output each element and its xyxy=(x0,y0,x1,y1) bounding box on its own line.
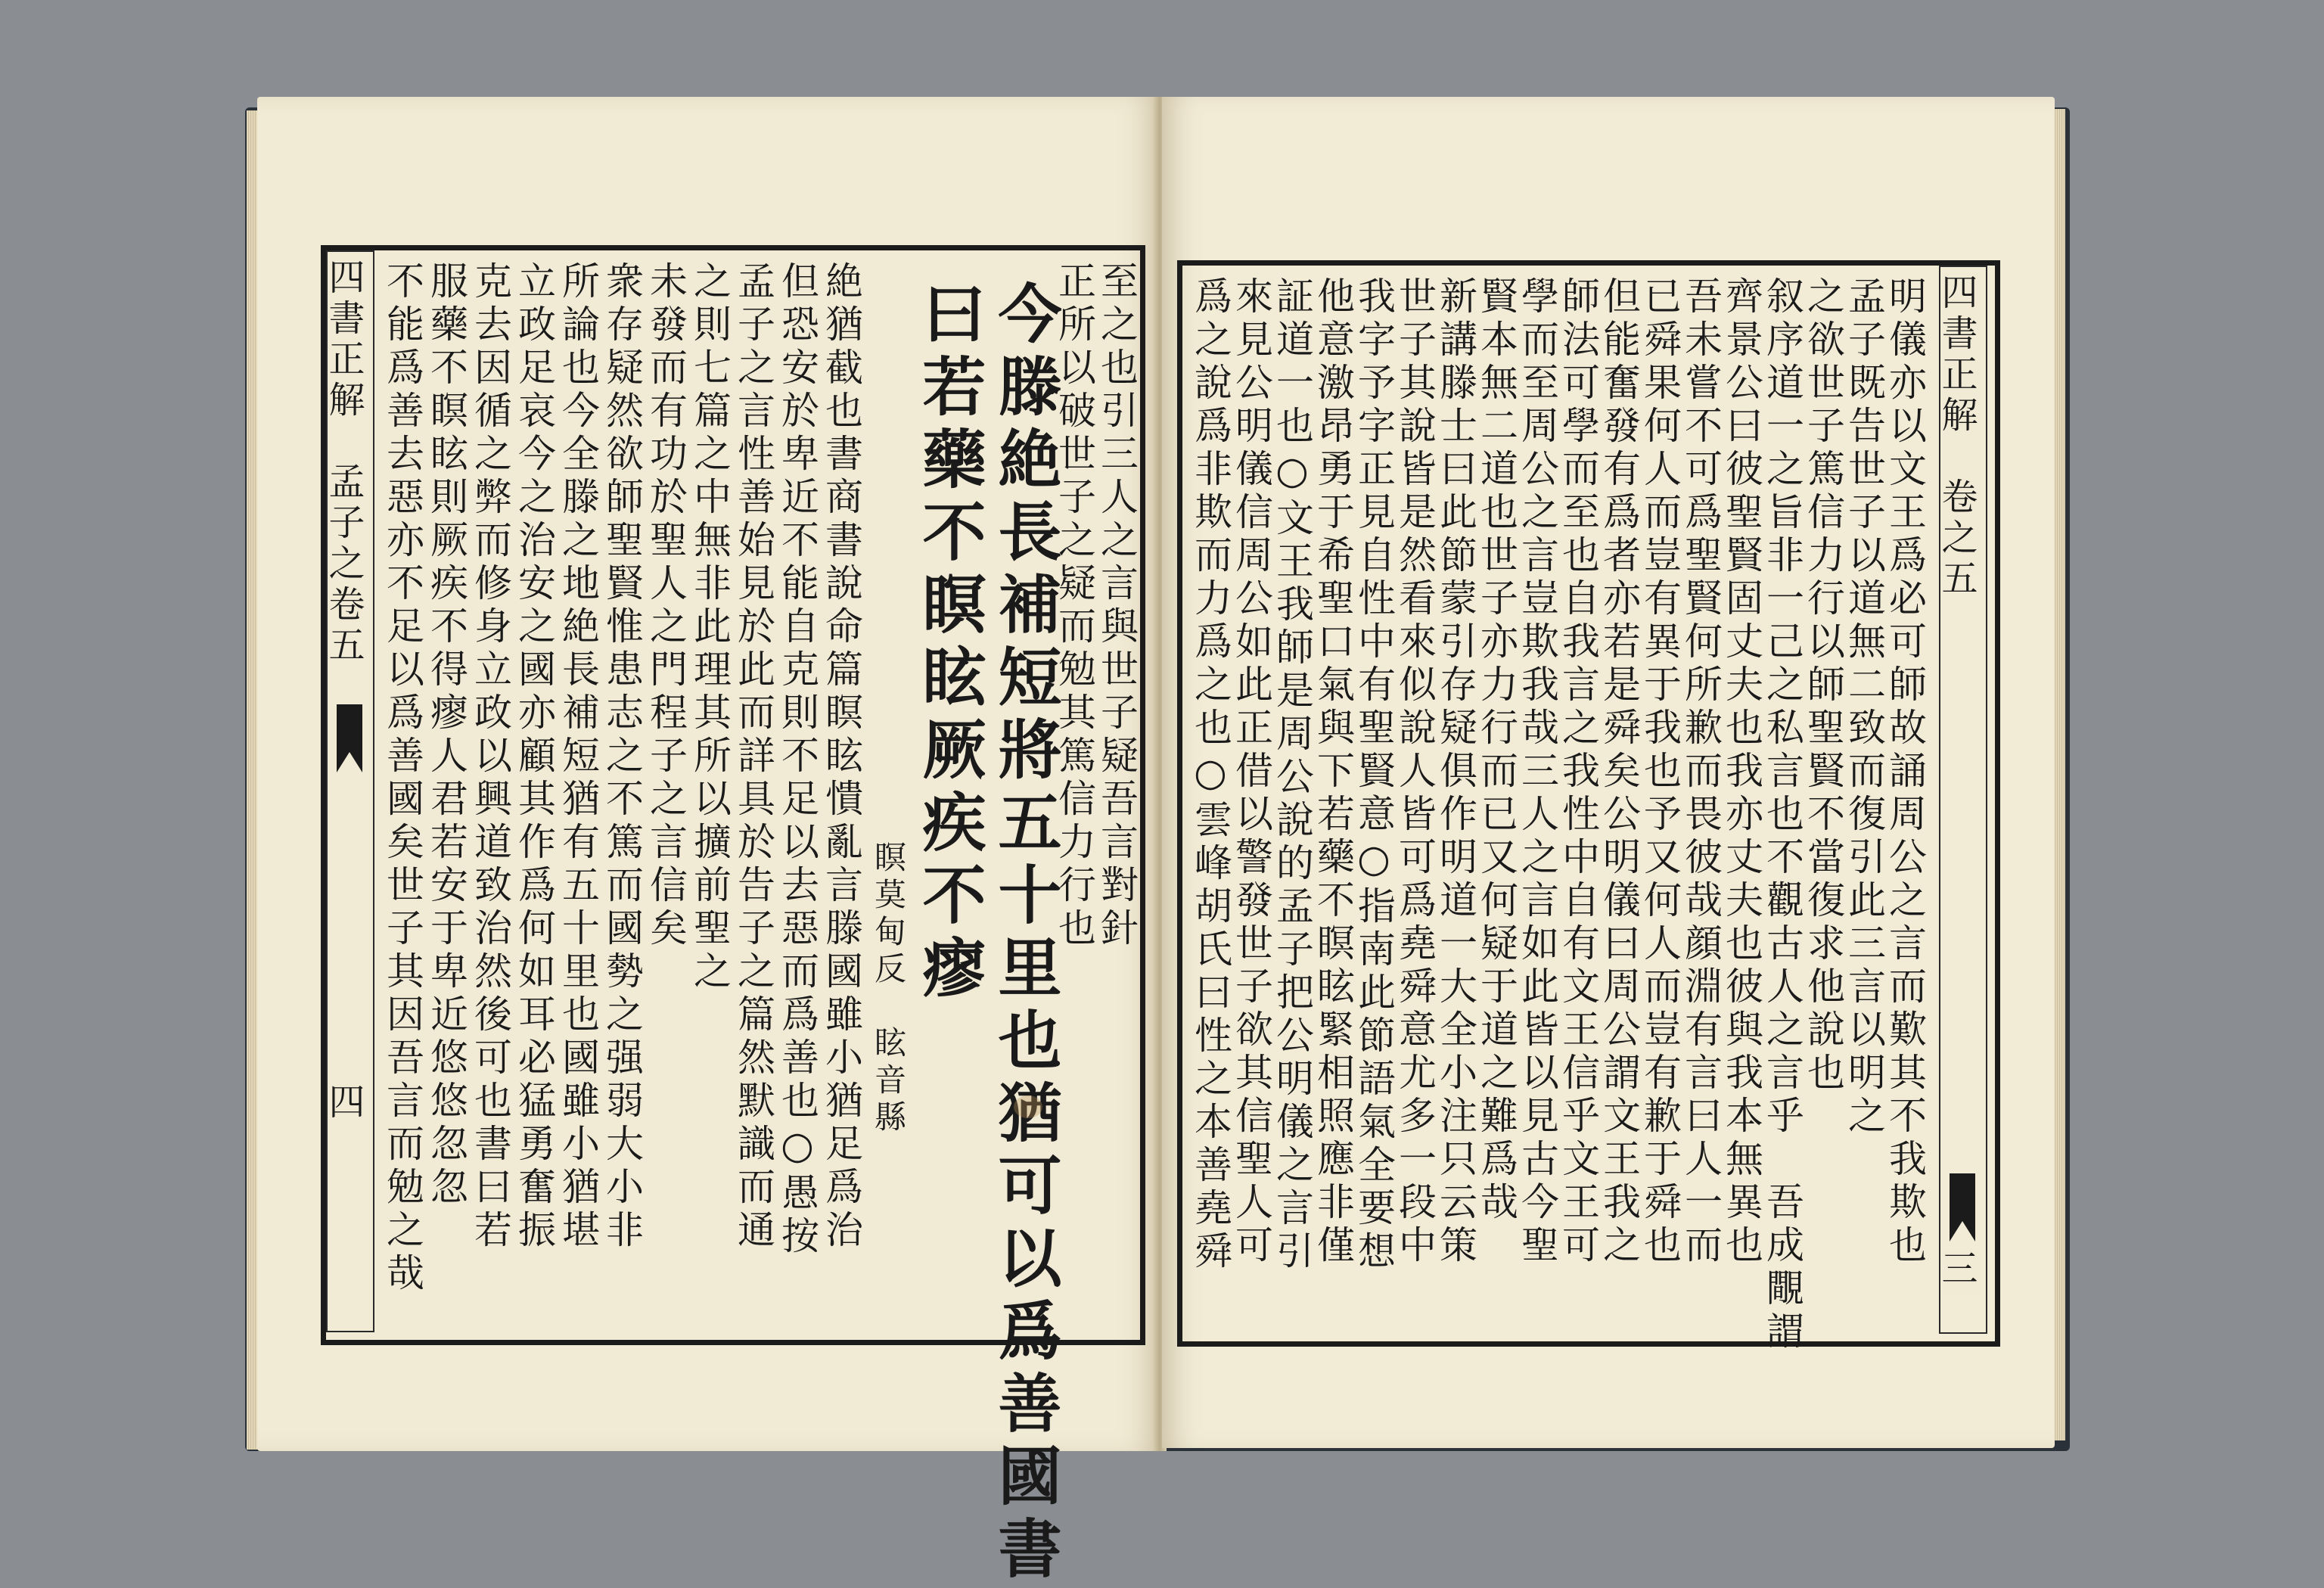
right-hashira-title: 四書正解 卷之五 xyxy=(1943,273,1983,576)
text-column: 之則七篇之中無非此理其所以擴前聖之 xyxy=(688,261,732,994)
text-column: 明儀亦以文王爲必可師故誦周公之言而歎其不我欺也 xyxy=(1883,276,1927,1268)
text-column: 來見公明儀信周公如此正借以警發世子欲其信聖人可 xyxy=(1229,276,1273,1268)
open-book xyxy=(241,97,2071,1588)
text-column: 孟子既告世子以道無二致而復引此三言以明之 xyxy=(1842,276,1886,1139)
text-column: 不能爲善去惡亦不足以爲善國矣世子其因吾言而勉之哉 xyxy=(381,261,424,1296)
text-column: 未發而有功於聖人之門程子之言信矣 xyxy=(644,261,688,951)
text-column: 克去因循之弊而修身立政以興道致治然後可也書曰若 xyxy=(468,261,512,1253)
text-column: 我字予字正見自性中有聖賢意○指南此節語氣全要想 xyxy=(1352,276,1396,1274)
text-column: 吾未嘗不可爲聖賢何所歉而畏彼哉顔淵有言曰人一而 xyxy=(1679,276,1723,1268)
text-column: 叙序道一之旨非一己之私言也不觀古人之言乎 吾成覸謂 xyxy=(1760,276,1804,1354)
text-column: 齊景公曰彼聖賢固丈夫也我亦丈夫也彼與我本無異也 xyxy=(1720,276,1763,1268)
text-column: 已舜果何人而豈有異于我也予又何人而豈有歉于舜也 xyxy=(1638,276,1682,1268)
text-column: 之欲世子篤信力行以師聖賢不當復求他說也 xyxy=(1801,276,1845,1095)
main-text-column: 今滕絶長補短將五十里也猶可以爲善國書 xyxy=(988,281,1063,1588)
text-column: 但能奮發有爲者亦若是舜矣公明儀曰周公謂文王我之 xyxy=(1597,276,1641,1268)
text-column: 所論也今全滕之地絶長補短猶有五十里也國雖小猶堪 xyxy=(556,261,600,1253)
text-column: 師法可學而至也自我言之我性中自有文王信乎文王可 xyxy=(1556,276,1600,1268)
left-page xyxy=(257,97,1159,1588)
text-column: 至之也引三人之言與世子疑吾言對針 xyxy=(1095,261,1139,951)
text-column: 孟子之言性善始見於此而詳具於告子之篇然默識而通 xyxy=(732,261,775,1253)
left-text-frame xyxy=(321,245,1145,1588)
text-column: 正所以破世子之疑而勉其篤信力行也 xyxy=(1052,261,1096,951)
left-hashira-title: 四書正解 孟子之卷五 xyxy=(331,258,370,682)
text-column: 賢本無二道也世子亦力行而已又何疑于道之難爲哉 xyxy=(1474,276,1518,1225)
text-column: 立政足哀今之治安之國亦顧其作爲何如耳必猛勇奮振 xyxy=(512,261,556,1253)
left-folio: 四 xyxy=(331,1083,370,1128)
text-column: 新講滕士曰此節蒙引存疑俱作明道一大全小注只云策 xyxy=(1434,276,1477,1268)
right-text-frame xyxy=(1177,260,2000,1354)
text-column: 爲之說爲非欺而力爲之也○雲峰胡氏曰性之本善堯舜 xyxy=(1188,276,1232,1274)
right-folio: 三 xyxy=(1943,1249,1983,1294)
main-text-column: 曰若藥不瞑眩厥疾不瘳 xyxy=(912,281,987,1007)
text-column: 絶猶截也書商書說命篇瞑眩憒亂言滕國雖小猶足爲治 xyxy=(819,261,863,1253)
text-column: 學而至周公之言豈欺我哉三人之言如此皆以見古今聖 xyxy=(1515,276,1559,1268)
text-column: 世子其說皆是然看來似說人皆可爲堯舜意尤多一段中 xyxy=(1393,276,1437,1268)
text-column: 服藥不瞑眩則厥疾不得瘳人君若安于卑近悠悠忽忽 xyxy=(424,261,468,1210)
text-column: 衆存疑然欲師聖賢惟患志之不篤而國勢之强弱大小非 xyxy=(600,261,644,1253)
text-column: 他意激昂勇于希聖口氣與下若藥不瞑眩緊相照應非僅 xyxy=(1311,276,1355,1268)
paper-stain xyxy=(1014,1095,1042,1118)
right-page xyxy=(1162,97,2055,1448)
text-column: 但恐安於卑近不能自克則不足以去惡而爲善也○愚按 xyxy=(775,261,819,1259)
reading-note: 瞑莫甸反 眩音縣 xyxy=(870,841,907,1137)
text-column: 証道一也○文王我師是周公說的孟子把公明儀之言引 xyxy=(1270,276,1314,1274)
